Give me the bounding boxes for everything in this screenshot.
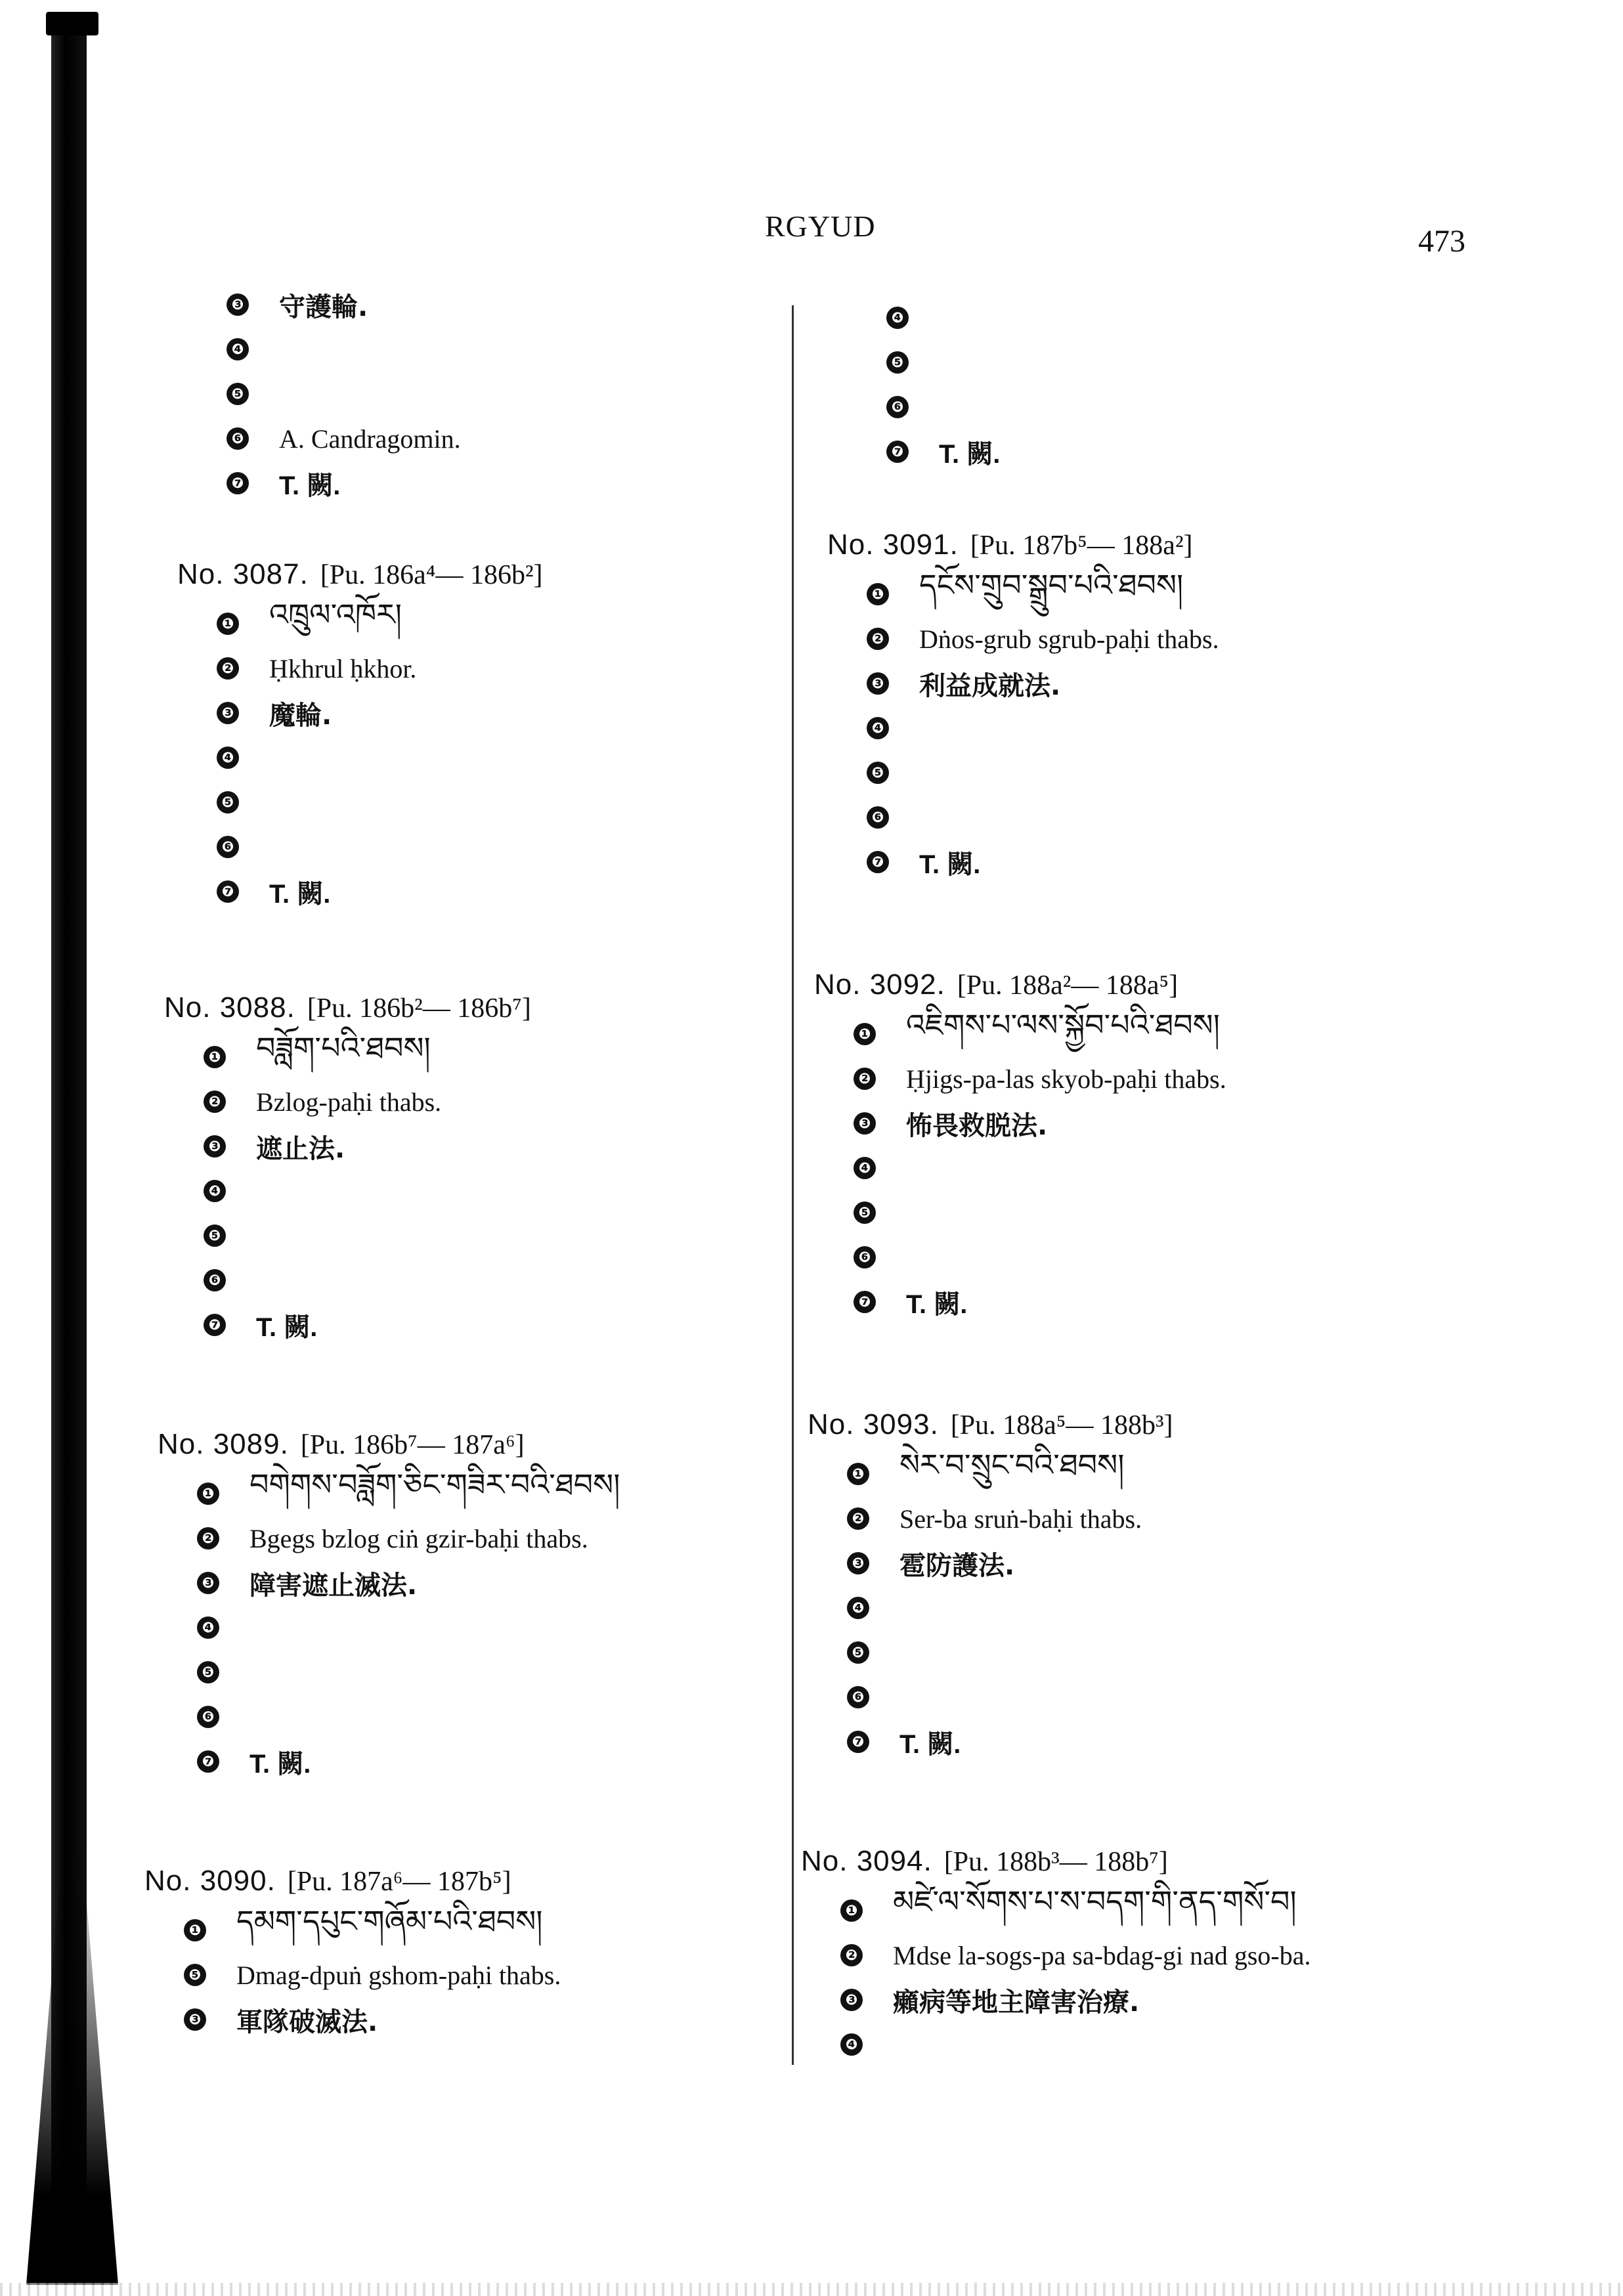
field-number-marker: ❹ (227, 338, 249, 360)
field-text: Mdse la-sogs-pa sa-bdag-gi nad gso-ba. (893, 1940, 1311, 1970)
entry-field (808, 1448, 1173, 1496)
entry-field (158, 1605, 620, 1650)
field-text: T. 闕. (279, 471, 341, 500)
field-number-marker: ❺ (184, 1964, 206, 1986)
catalog-entry (187, 282, 461, 506)
entry-field (164, 1258, 531, 1303)
entry-number: No. 3093. (808, 1408, 939, 1440)
field-text: T. 闕. (249, 1749, 311, 1779)
entry-field (814, 1190, 1226, 1235)
entry-field (177, 780, 543, 825)
field-number-marker: ❼ (847, 1731, 869, 1753)
entry-number: No. 3094. (801, 1845, 932, 1877)
tibetan-title: མཛེ་ལ་སོགས་པ་ས་བདག་གི་ནད་གསོ་བ། (893, 1884, 1297, 1918)
field-number-marker: ❻ (867, 806, 889, 829)
field-number-marker: ❻ (227, 427, 249, 450)
entry-field (808, 1630, 1173, 1675)
entry-folio-ref: [Pu. 186b²— 186b⁷] (307, 993, 531, 1024)
entry-field (158, 1650, 620, 1695)
entry-field (187, 372, 461, 416)
field-text: Ser-ba sruṅ-baḥi thabs. (899, 1504, 1142, 1534)
entry-folio-ref: [Pu. 188a⁵— 188b³] (950, 1410, 1173, 1440)
chinese-title: 障害遮止滅法. (249, 1570, 418, 1601)
field-number-marker: ❺ (847, 1641, 869, 1664)
page-number: 473 (1418, 224, 1465, 259)
entry-field (827, 568, 1219, 617)
field-number-marker: ❷ (854, 1068, 876, 1090)
field-number-marker: ❷ (197, 1527, 219, 1549)
field-number-marker: ❹ (847, 1597, 869, 1619)
field-number-marker: ❹ (867, 717, 889, 739)
field-number-marker: ❻ (217, 836, 239, 858)
field-number-marker: ❸ (217, 702, 239, 724)
entry-folio-ref: [Pu. 187b⁵— 188a²] (970, 531, 1193, 561)
field-text: T. 闕. (919, 850, 981, 879)
field-number-marker: ❷ (840, 1944, 863, 1966)
entry-field (827, 750, 1219, 795)
entry-field (808, 1586, 1173, 1630)
catalog-entry (801, 1845, 1311, 2067)
entry-field (801, 2022, 1311, 2067)
entry-folio-ref: [Pu. 186a⁴— 186b²] (320, 560, 543, 590)
entry-field (814, 1056, 1226, 1101)
chinese-title: 怖畏救脱法. (906, 1110, 1048, 1141)
catalog-entry (158, 1428, 620, 1784)
entry-field (164, 1213, 531, 1258)
field-text: T. 闕. (256, 1312, 318, 1342)
entry-field (158, 1695, 620, 1739)
field-number-marker: ❸ (197, 1572, 219, 1594)
chinese-title: 軍隊破滅法. (236, 2006, 378, 2037)
field-number-marker: ❶ (197, 1483, 219, 1505)
field-number-marker: ❶ (867, 583, 889, 605)
left-column (144, 282, 834, 2121)
catalog-entry (164, 991, 531, 1347)
field-number-marker: ❷ (867, 628, 889, 650)
field-number-marker: ❷ (204, 1091, 226, 1113)
entry-field (847, 295, 1000, 340)
entry-field (808, 1496, 1173, 1541)
field-number-marker: ❺ (217, 791, 239, 813)
field-text: T. 闕. (939, 439, 1001, 469)
entry-field (158, 1561, 620, 1605)
field-number-marker: ❷ (847, 1507, 869, 1530)
field-number-marker: ❻ (197, 1706, 219, 1728)
field-number-marker: ❺ (867, 762, 889, 784)
entry-number: No. 3088. (164, 991, 295, 1024)
field-number-marker: ❼ (197, 1750, 219, 1773)
running-header: RGYUD (765, 209, 876, 243)
field-text: A. Candragomin. (279, 423, 461, 454)
tibetan-title: དངོས་གྲུབ་སྒྲུབ་པའི་ཐབས། (919, 568, 1184, 602)
entry-number: No. 3089. (158, 1428, 289, 1460)
entry-field (847, 340, 1000, 385)
entry-field (187, 327, 461, 372)
book-spine-top (46, 12, 98, 35)
entry-field (177, 646, 543, 691)
field-text: Bgegs bzlog ciṅ gzir-baḥi thabs. (249, 1523, 588, 1553)
field-number-marker: ❹ (854, 1157, 876, 1179)
entry-field (144, 1953, 561, 1997)
field-number-marker: ❸ (840, 1989, 863, 2011)
right-column (801, 282, 1497, 2121)
entry-field (827, 795, 1219, 840)
entry-field (801, 1978, 1311, 2022)
entry-folio-ref: [Pu. 188a²— 188a⁵] (957, 970, 1179, 1001)
field-number-marker: ❺ (854, 1202, 876, 1224)
entry-field (827, 617, 1219, 661)
field-text: T. 闕. (269, 879, 331, 909)
entry-field (814, 1280, 1226, 1324)
field-number-marker: ❼ (867, 851, 889, 873)
entry-field (177, 825, 543, 869)
field-number-marker: ❹ (217, 747, 239, 769)
entry-field (177, 869, 543, 914)
entry-field (847, 429, 1000, 474)
field-number-marker: ❹ (840, 2033, 863, 2056)
field-number-marker: ❶ (204, 1046, 226, 1068)
field-text: T. 闕. (906, 1289, 968, 1319)
entry-folio-ref: [Pu. 186b⁷— 187a⁶] (300, 1430, 525, 1460)
entry-field (158, 1516, 620, 1561)
field-number-marker: ❶ (840, 1899, 863, 1922)
tibetan-title: སེར་བ་སྲུང་བའི་ཐབས། (899, 1448, 1125, 1482)
field-number-marker: ❶ (217, 613, 239, 635)
entry-field (808, 1541, 1173, 1586)
field-text: Dmag-dpuṅ gshom-paḥi thabs. (236, 1960, 561, 1990)
entry-field (808, 1675, 1173, 1720)
entry-field (827, 661, 1219, 706)
entry-field (164, 1124, 531, 1169)
field-number-marker: ❺ (227, 383, 249, 405)
entry-field (144, 1997, 561, 2042)
field-number-marker: ❻ (854, 1246, 876, 1268)
entry-field (164, 1303, 531, 1347)
field-number-marker: ❸ (227, 293, 249, 316)
field-number-marker: ❸ (867, 672, 889, 695)
entry-folio-ref: [Pu. 188b³— 188b⁷] (943, 1847, 1168, 1877)
field-number-marker: ❹ (197, 1616, 219, 1639)
chinese-title: 遮止法. (256, 1133, 345, 1164)
field-number-marker: ❸ (854, 1112, 876, 1135)
entry-field (847, 385, 1000, 429)
entry-field (144, 1904, 561, 1953)
entry-number: No. 3090. (144, 1865, 276, 1897)
chinese-title: 利益成就法. (919, 670, 1061, 701)
tibetan-title: བཟློག་པའི་ཐབས། (256, 1031, 431, 1065)
catalog-entry (808, 1408, 1173, 1764)
entry-number: No. 3087. (177, 558, 309, 590)
field-number-marker: ❹ (204, 1180, 226, 1202)
entry-field (814, 1008, 1226, 1056)
entry-field (187, 416, 461, 461)
tibetan-title: བགེགས་བཟློག་ཅིང་གཟིར་བའི་ཐབས། (249, 1467, 620, 1502)
entry-field (801, 1884, 1311, 1933)
entry-field (814, 1235, 1226, 1280)
entry-field (177, 735, 543, 780)
field-text: Ḥjigs-pa-las skyob-paḥi thabs. (906, 1064, 1226, 1094)
catalog-entry (177, 558, 543, 914)
tibetan-title: དམག་དཔུང་གཞོམ་པའི་ཐབས། (236, 1904, 543, 1938)
field-number-marker: ❼ (204, 1314, 226, 1336)
field-text: Ḥkhrul ḥkhor. (269, 653, 417, 683)
field-number-marker: ❻ (204, 1269, 226, 1291)
catalog-entry (814, 968, 1226, 1324)
entry-field (158, 1467, 620, 1516)
chinese-title: 守護輪. (279, 292, 368, 322)
entry-field (801, 1933, 1311, 1978)
field-number-marker: ❻ (847, 1686, 869, 1708)
field-number-marker: ❺ (197, 1661, 219, 1683)
entry-number: No. 3091. (827, 529, 959, 561)
entry-field (164, 1169, 531, 1213)
chinese-title: 癩病等地主障害治療. (893, 1987, 1140, 2018)
book-spine-base (26, 1838, 118, 2285)
field-number-marker: ❶ (854, 1023, 876, 1045)
entry-field (808, 1720, 1173, 1764)
tibetan-title: འཇིགས་པ་ལས་སྐྱོབ་པའི་ཐབས། (906, 1008, 1220, 1042)
field-number-marker: ❸ (204, 1135, 226, 1158)
entry-field (177, 597, 543, 646)
catalog-entry (144, 1865, 561, 2042)
field-number-marker: ❶ (847, 1463, 869, 1485)
entry-field (164, 1079, 531, 1124)
entry-field (187, 461, 461, 506)
entry-field (164, 1031, 531, 1079)
entry-field (177, 691, 543, 735)
field-number-marker: ❸ (847, 1552, 869, 1574)
field-number-marker: ❼ (854, 1291, 876, 1313)
chinese-title: 雹防護法. (899, 1550, 1015, 1581)
field-number-marker: ❹ (886, 307, 909, 329)
field-number-marker: ❷ (217, 657, 239, 680)
entry-folio-ref: [Pu. 187a⁶— 187b⁵] (287, 1867, 511, 1897)
field-number-marker: ❶ (184, 1919, 206, 1941)
entry-field (827, 706, 1219, 750)
entry-field (827, 840, 1219, 884)
tibetan-title: འཁྲུལ་འཁོར། (269, 597, 402, 632)
field-text: Bzlog-paḥi thabs. (256, 1087, 442, 1117)
field-number-marker: ❺ (204, 1224, 226, 1247)
entry-field (187, 282, 461, 327)
chinese-title: 魔輪. (269, 700, 332, 731)
field-number-marker: ❺ (886, 351, 909, 374)
field-number-marker: ❼ (217, 880, 239, 903)
entry-field (814, 1146, 1226, 1190)
field-number-marker: ❼ (227, 472, 249, 494)
page-bottom-edge (0, 2283, 1623, 2296)
field-number-marker: ❸ (184, 2008, 206, 2031)
catalog-entry (827, 529, 1219, 884)
catalog-entry (847, 295, 1000, 474)
field-number-marker: ❻ (886, 396, 909, 418)
field-number-marker: ❼ (886, 441, 909, 463)
field-text: Dṅos-grub sgrub-paḥi thabs. (919, 624, 1219, 654)
field-text: T. 闕. (899, 1729, 961, 1759)
entry-field (158, 1739, 620, 1784)
entry-number: No. 3092. (814, 968, 945, 1001)
entry-field (814, 1101, 1226, 1146)
